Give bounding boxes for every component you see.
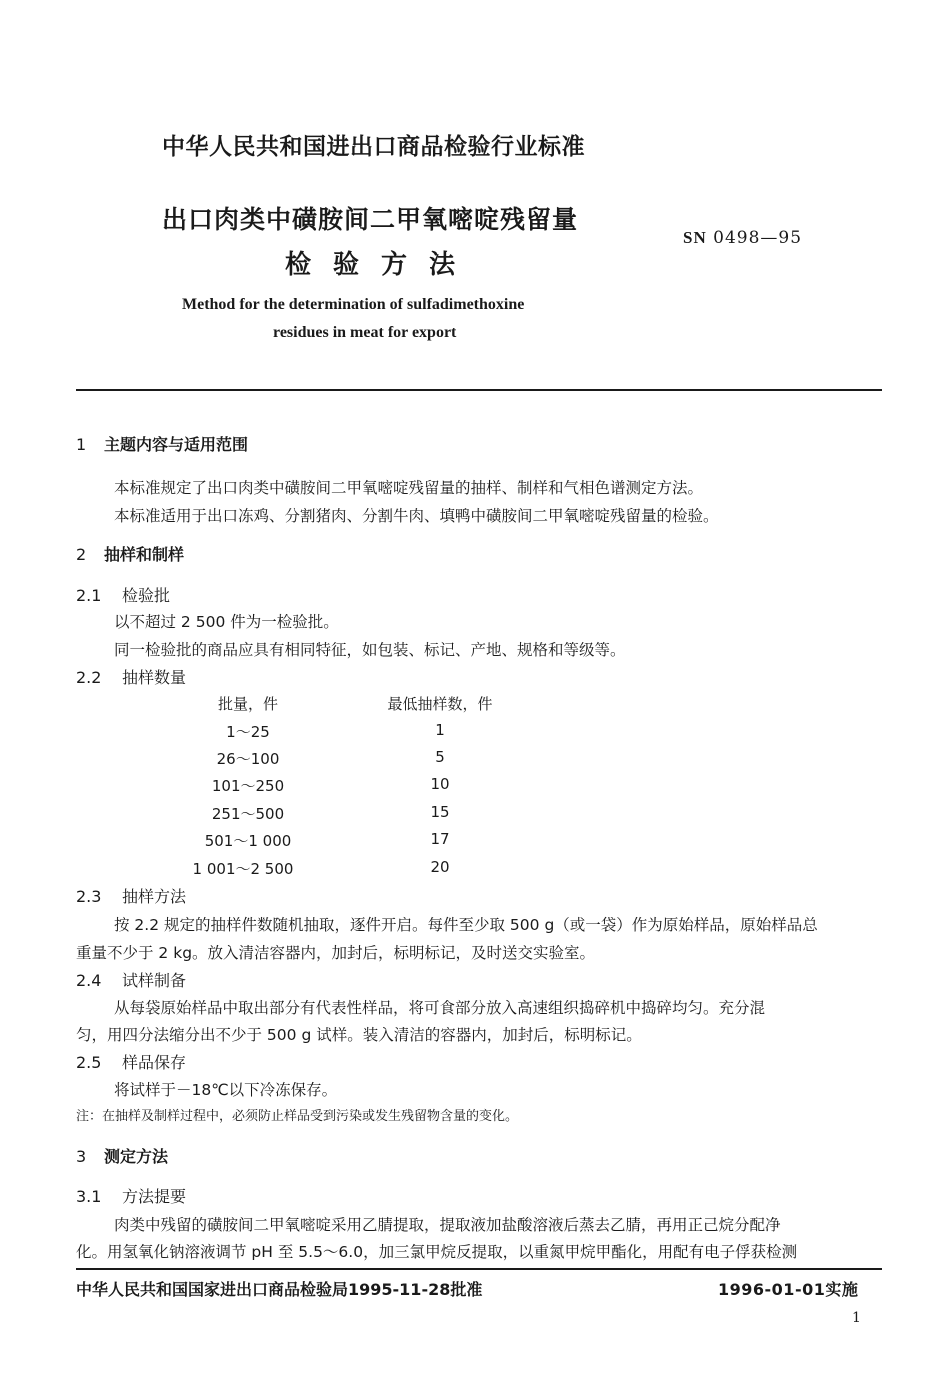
table-header-lot-size: 批量，件 xyxy=(217,695,278,713)
subsection-2-4-line2: 匀，用四分法缩分出不少于 500 g 试样。装入清洁的容器内，加封后，标明标记。 xyxy=(76,1026,642,1044)
table-cell-lot: 251～500 xyxy=(211,805,285,823)
subsection-2-1-number: 2.1 xyxy=(76,586,102,605)
subsection-2-1-heading xyxy=(76,583,170,606)
subsection-2-3-number: 2.3 xyxy=(76,887,102,906)
table-cell-lot: 26～100 xyxy=(216,750,280,768)
subsection-2-4-line1: 从每袋原始样品中取出部分有代表性样品，将可食部分放入高速组织捣碎机中捣碎均匀。充分混 xyxy=(114,999,766,1017)
subsection-2-1-para1: 以不超过 2 500 件为一检验批。 xyxy=(114,613,339,631)
title-line1: 出口肉类中磺胺间二甲氧嘧啶残留量 xyxy=(162,205,579,234)
subsection-2-4-number: 2.4 xyxy=(76,971,102,990)
subsection-3-1-line2: 化。用氢氧化钠溶液调节 pH 至 5.5～6.0，加三氯甲烷反提取，以重氮甲烷甲酯化，用配有电子俘获检测 xyxy=(76,1243,798,1261)
section-1-heading xyxy=(76,432,248,455)
approval-line: 中华人民共和国国家进出口商品检验局1995-11-28批准 xyxy=(76,1280,483,1299)
footer-divider xyxy=(76,1268,882,1270)
section-1-para2: 本标准适用于出口冻鸡、分割猪肉、分割牛肉、填鸭中磺胺间二甲氧嘧啶残留量的检验。 xyxy=(114,507,719,525)
subsection-2-5-heading xyxy=(76,1050,186,1073)
subsection-2-3-title: 抽样方法 xyxy=(122,887,187,906)
table-cell-samples: 15 xyxy=(430,803,450,821)
section-3-heading xyxy=(76,1144,168,1167)
subsection-2-2-number: 2.2 xyxy=(76,668,102,687)
implementation-date: 1996-01-01实施 xyxy=(718,1280,859,1299)
section-1-number: 1 xyxy=(76,435,87,454)
table-cell-lot: 101～250 xyxy=(211,777,285,795)
subsection-2-4-title: 试样制备 xyxy=(122,971,187,990)
table-cell-samples: 20 xyxy=(430,858,450,876)
table-header-min-samples: 最低抽样数，件 xyxy=(387,695,493,713)
subsection-2-5-para1: 将试样于－18℃以下冷冻保存。 xyxy=(114,1081,338,1099)
subsection-2-2-heading xyxy=(76,665,186,688)
table-cell-samples: 10 xyxy=(430,775,450,793)
subsection-3-1-title: 方法提要 xyxy=(122,1187,187,1206)
section-3-number: 3 xyxy=(76,1147,87,1166)
table-cell-samples: 17 xyxy=(430,830,450,848)
subsection-2-5-title: 样品保存 xyxy=(122,1053,187,1072)
subsection-3-1-line1: 肉类中残留的磺胺间二甲氧嘧啶采用乙腈提取，提取液加盐酸溶液后蒸去乙腈，再用正己烷分配净 xyxy=(114,1216,781,1234)
code-number: 0498—95 xyxy=(713,228,803,248)
section-2-title: 抽样和制样 xyxy=(104,545,185,564)
section-3-title: 测定方法 xyxy=(104,1147,169,1166)
subsection-2-2-title: 抽样数量 xyxy=(122,668,187,687)
section-1-para1: 本标准规定了出口肉类中磺胺间二甲氧嘧啶残留量的抽样、制样和气相色谱测定方法。 xyxy=(114,479,704,497)
table-cell-lot: 1～25 xyxy=(226,723,270,741)
subsection-3-1-heading xyxy=(76,1184,186,1207)
section-2-number: 2 xyxy=(76,545,87,564)
subsection-2-1-title: 检验批 xyxy=(122,586,171,605)
section-1-title: 主题内容与适用范围 xyxy=(104,435,249,454)
section-2-heading xyxy=(76,542,184,565)
subsection-2-4-heading xyxy=(76,968,186,991)
table-cell-lot: 501～1 000 xyxy=(204,832,292,850)
table-cell-samples: 5 xyxy=(435,748,445,766)
subsection-2-5-number: 2.5 xyxy=(76,1053,102,1072)
page-number: 1 xyxy=(852,1310,861,1326)
subsection-3-1-number: 3.1 xyxy=(76,1187,102,1206)
english-title-line2: residues in meat for export xyxy=(273,324,457,341)
standard-code xyxy=(683,228,802,248)
title-line2: 检验方法 xyxy=(285,250,478,280)
subsection-2-3-heading xyxy=(76,884,186,907)
subsection-2-3-line2: 重量不少于 2 kg。放入清洁容器内，加封后，标明标记，及时送交实验室。 xyxy=(76,944,596,962)
header-divider xyxy=(76,389,882,391)
table-cell-lot: 1 001～2 500 xyxy=(192,860,294,878)
standard-type: 中华人民共和国进出口商品检验行业标准 xyxy=(162,134,585,160)
subsection-2-3-line1: 按 2.2 规定的抽样件数随机抽取，逐件开启。每件至少取 500 g（或一袋）作为原始样品，原始样品总 xyxy=(114,916,818,934)
subsection-2-5-note: 注：在抽样及制样过程中，必须防止样品受到污染或发生残留物含量的变化。 xyxy=(76,1109,519,1124)
subsection-2-1-para2: 同一检验批的商品应具有相同特征，如包装、标记、产地、规格和等级等。 xyxy=(114,641,626,659)
english-title-line1: Method for the determination of sulfadimethoxine xyxy=(182,296,525,313)
code-prefix: SN xyxy=(683,228,707,247)
table-cell-samples: 1 xyxy=(435,721,445,739)
